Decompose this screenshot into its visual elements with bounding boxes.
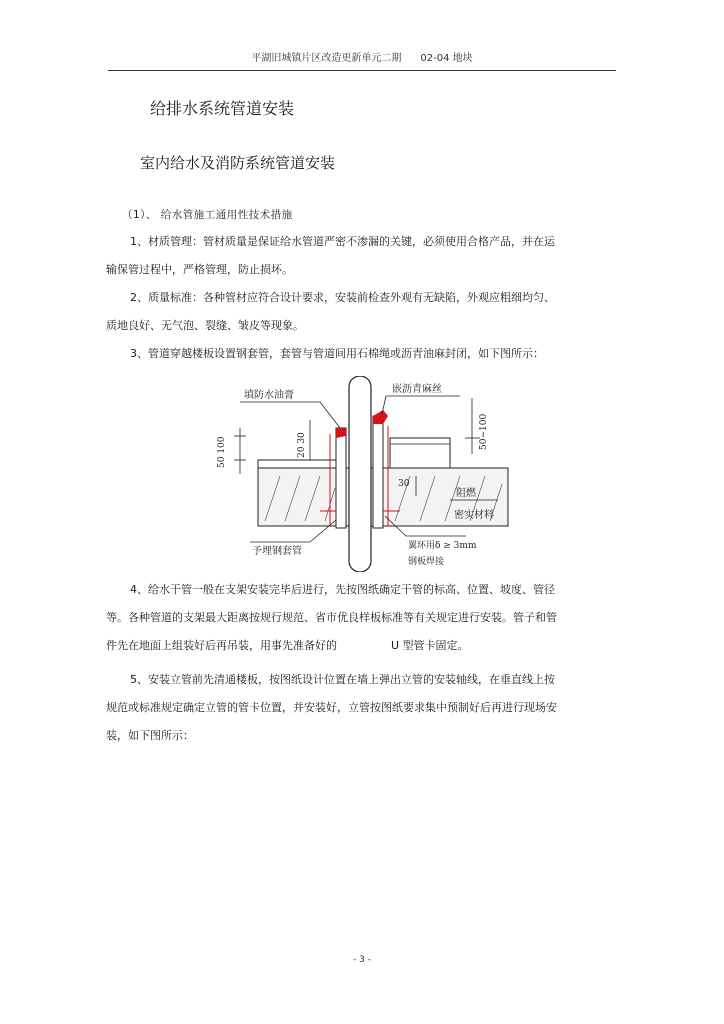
page-number: - 3 -	[353, 955, 371, 965]
steel-sleeve-left	[336, 428, 346, 528]
paragraph-main-pipe-end: U 型管卡固定。	[391, 639, 469, 652]
paragraph-main-pipe	[106, 576, 562, 660]
water-pipe	[349, 376, 371, 572]
label-fire-retardant: 阻燃	[456, 488, 476, 499]
header-title: 平湖旧城镇片区改造更新单元二期	[251, 53, 402, 64]
label-steel-weld: 钢板焊接	[408, 557, 445, 567]
paragraph-main-pipe-text: 4、给水干管一般在支架安装完毕后进行，先按图纸确定干管的标高、位置、坡度、管径等。各种管道的支架最大距离按规行规范、省市优良样板标准等有关规定进行安装。管子和管件先在地面上组装好后再吊装，用事先准备好的	[106, 583, 557, 652]
dim-30: 30	[398, 479, 410, 489]
sealant-right	[373, 410, 388, 424]
label-embedded-sleeve: 予埋钢套管	[252, 546, 302, 557]
floor-curb-right	[390, 438, 450, 468]
paragraph-riser	[106, 666, 562, 750]
header-section: 02-04 地块	[420, 53, 473, 64]
paragraph-quality	[106, 284, 562, 340]
dim-50-100-left: 50 100	[217, 436, 227, 468]
heading-drainage: 给排水系统管道安装	[150, 99, 295, 118]
label-asphalt-jute: 嵌沥青麻丝	[392, 384, 442, 395]
label-wing-ring: 翼环用δ ≥ 3mm	[408, 541, 477, 551]
paragraph-riser-text: 5、安装立管前先清通楼板，按图纸设计位置在墙上弹出立管的安装轴线，在垂直线上按规范或标准规定确定立管的管卡位置，并安装好，立管按图纸要求集中预制好后再进行现场安装，如下图所示：	[106, 673, 557, 742]
label-fill-putty: 填防水油膏	[244, 390, 294, 401]
page-header	[108, 52, 616, 71]
paragraph-sleeve-text: 3、管道穿越楼板设置钢套管，套管与管道间用石棉绳或沥青油麻封闭，如下图所示：	[130, 347, 544, 360]
sleeve-figure	[210, 376, 510, 572]
dim-50-100-right: 50~100	[479, 413, 489, 450]
paragraph-material-text: 1、材质管理：管材质量是保证给水管道严密不渗漏的关键，必须使用合格产品，并在运输保管过程中，严格管理，防止损坏。	[106, 235, 555, 276]
dim-20-30: 20 30	[297, 432, 307, 458]
paragraph-sleeve	[106, 340, 562, 368]
heading-indoor-water: 室内给水及消防系统管道安装	[140, 154, 336, 172]
paragraph-material	[106, 228, 562, 284]
steel-sleeve-right	[373, 416, 383, 528]
label-dense-material: 密实材料	[454, 510, 494, 521]
paragraph-quality-text: 2、质量标准：各种管材应符合设计要求，安装前检查外观有无缺陷，外观应粗细均匀、质地良好、无气泡、裂缝、皱皮等现象。	[106, 291, 555, 332]
heading-general-measures: （1）、 给水管施工通用性技术措施	[122, 209, 293, 221]
